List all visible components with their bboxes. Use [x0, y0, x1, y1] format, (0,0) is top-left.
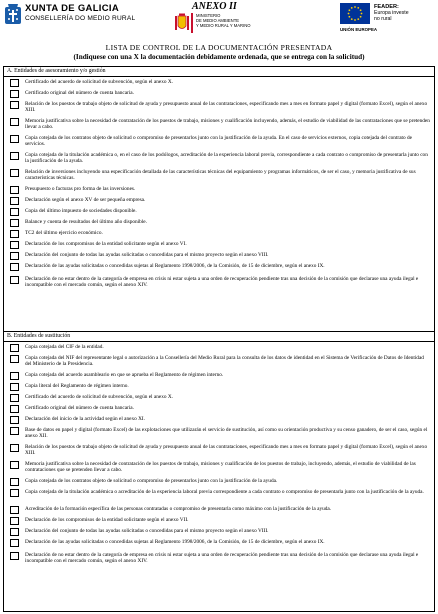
checklist-item-text: Declaración según el anexo XV de ser pequeña empresa. [25, 197, 146, 203]
checkbox[interactable] [10, 372, 19, 380]
eu-star [354, 19, 356, 21]
checkbox[interactable] [10, 506, 19, 514]
checklist-item-text: Acreditación de la formación específica de las personas contratadas o compromiso de presentarla como máximo con la justificación de la ayuda. [25, 506, 332, 512]
checkbox[interactable] [10, 152, 19, 160]
checkbox[interactable] [10, 90, 19, 98]
checkbox[interactable] [10, 444, 19, 452]
checkbox[interactable] [10, 478, 19, 486]
eu-star [348, 13, 350, 15]
ministerio-logo-block [174, 13, 251, 35]
checklist-item-text: Copia cotejada del NIF del representante legal o autorización a la Consellería del Medio Rural para la consulta de los datos de identidad en el Sistema de Verificación de Datos de Identidad del Ministerio de la Presidencia. [25, 355, 424, 368]
eu-star [351, 7, 353, 9]
section-b-heading: B. Entidades de sustitución [7, 333, 71, 339]
checklist-item-text: Declaración del inicio de la actividad según el anexo XI. [25, 416, 146, 422]
eu-star [361, 13, 363, 15]
eu-label: UNIÓN EUROPEA [340, 27, 378, 32]
checkbox[interactable] [10, 427, 19, 435]
checklist-item-text: Memoria justificativa sobre la necesidad de contratación de los puestos de trabajo, misiones y cualificación incluyendo, además, el estudio de viabilidad de las contrataciones que se pretenden llevar a cabo. [25, 118, 430, 131]
section-a-divider [4, 76, 434, 77]
section-b-divider [4, 341, 434, 342]
checklist-item-text: Certificado original del número de cuenta bancaria. [25, 90, 134, 96]
checkbox[interactable] [10, 517, 19, 525]
checkbox[interactable] [10, 197, 19, 205]
checkbox[interactable] [10, 276, 19, 284]
eu-star [351, 18, 353, 20]
checkbox[interactable] [10, 208, 19, 216]
checkbox[interactable] [10, 135, 19, 143]
checkbox[interactable] [10, 489, 19, 497]
checkbox[interactable] [10, 405, 19, 413]
ministerio-line-3: Y MEDIO RURAL Y MARINO [196, 22, 251, 28]
feader-line-1: Europa investe [374, 10, 409, 16]
galicia-emblem-icon [4, 3, 22, 25]
checklist-item-text: Certificado del acuerdo de solicitud de subvención, según el anexo X. [25, 79, 173, 85]
checklist-item-text: Relación de inversiones incluyendo una especificación detallada de las características técnicas del equipamiento y programas informáticos, de ser el caso, y memoria justificativa de sus características técnicas. [25, 169, 416, 182]
xunta-title: XUNTA DE GALICIA [25, 3, 119, 14]
checklist-item-text: Declaración de no estar dentro de la categoría de empresa en crisis ni estar sujeta a una orden de recuperación pendiente tras una decisión de la comisión que declarase una ayuda ilegal e incompatible con el mercado común, según el anexo XIV. [25, 552, 419, 565]
checklist-item-text: Declaración de los compromisos de la entidad solicitante según el anexo VII. [25, 517, 189, 523]
ministerio-red-bar [191, 13, 193, 33]
ministerio-name [196, 14, 251, 28]
document-subtitle: (Indiquese con una X la documentación debidamente ordenada, que se entrega con la solicitud) [73, 53, 365, 61]
ministerio-line-2: DE MEDIO AMBIENTE [196, 17, 240, 23]
checkbox[interactable] [10, 394, 19, 402]
anexo-label: ANEXO II [192, 1, 237, 12]
checklist-item-text: Declaración de no estar dentro de la categoría de empresa en crisis ni estar sujeta a una orden de recuperación pendiente tras una decisión de la comisión que declarase una ayuda ilegal e incompatible con el mercado común, según el anexo XIV. [25, 276, 419, 289]
checkbox[interactable] [10, 186, 19, 194]
checkbox[interactable] [10, 219, 19, 227]
eu-star [357, 7, 359, 9]
checklist-item-text: Copia cotejada de la titulación académica o acreditación de la experiencia laboral previa correspondiente a cada contrato o compromiso de presentarla junto con la justificación de la ayuda. [25, 489, 424, 495]
checklist-item-text: Copia cotejada del CIF de la entidad. [25, 344, 104, 350]
eu-logo-block [340, 3, 436, 37]
checkbox[interactable] [10, 383, 19, 391]
checklist-item-text: Memoria justificativa sobre la necesidad de contratación de los puestos de trabajo, misiones y cualificación de los puestos de trabajo, incluyendo, además, el estudio de viabilidad de las contrataciones que se pretenden llevar a cabo. [25, 461, 416, 474]
eu-star [360, 9, 362, 11]
checkbox[interactable] [10, 528, 19, 536]
checkbox[interactable] [10, 252, 19, 260]
checklist-item-text: Certificado del acuerdo de solicitud de subvención, según el anexo X. [25, 394, 173, 400]
checklist-item-text: Relación de los puestos de trabajo objeto de solicitud de ayuda y presupuesto anual de las contrataciones, especificando mes a mes en formato papel y digital (formato Excel), según el anexo XIII. [25, 444, 428, 457]
document-title: LISTA DE CONTROL DE LA DOCUMENTACIÓN PRESENTADA [105, 43, 333, 52]
checklist-item-text: Certificado original del número de cuenta bancaria. [25, 405, 134, 411]
eu-star [354, 6, 356, 8]
checkbox[interactable] [10, 230, 19, 238]
checklist-item-text: Base de datos en papel y digital (formato Excel) de las explotaciones que utilizarán el servicio de sustitución, así como su orientación productiva y su censo ganadero, de ser el caso, según el anexo XII. [25, 427, 428, 440]
checklist-item-text: Presupuesto o facturas pro forma de las inversiones. [25, 186, 136, 192]
feader-title: FEADER: [374, 4, 399, 10]
conselleria-name: CONSELLERÍA DO MEDIO RURAL [25, 15, 136, 22]
document-header [0, 0, 438, 40]
checkbox[interactable] [10, 263, 19, 271]
checklist-item-text: TC2 del último ejercicio económico. [25, 230, 103, 236]
section-b-top-divider [4, 331, 434, 332]
feader-line-2: no rural [374, 16, 392, 22]
checkbox[interactable] [10, 101, 19, 109]
checklist-item-text: Declaración del conjunto de todas las ayudas solicitadas o concedidas para el mismo proyecto según el anexo VIII. [25, 252, 269, 258]
section-a-heading: A. Entidades de asesoramiento y/o gestión [7, 68, 106, 74]
checklist-item-text: Declaración de las ayudas solicitadas o concedidas sujetas al Reglamento 1998/2006, de la Comisión, de 15 de diciembre, según el anexo IX. [25, 539, 325, 545]
checklist-item-text: Copia cotejada de los contratos objeto de solicitud o compromiso de presentarlos junto con la justificación de la ayuda. En el caso de servicios externos, copia cotejada del contrato de servicios. [25, 135, 412, 148]
checklist-item-text: Balance y cuenta de resultados del último año disponible. [25, 219, 147, 225]
xunta-logo-block [4, 2, 134, 28]
checkbox[interactable] [10, 344, 19, 352]
eu-star [360, 16, 362, 18]
checkbox[interactable] [10, 461, 19, 469]
eu-star [357, 18, 359, 20]
checklist-item-text: Declaración de las ayudas solicitadas o concedidas sujetas al Reglamento 1998/2006, de la Comisión, de 15 de diciembre, según el anexo IX. [25, 263, 325, 269]
feader-text [374, 4, 409, 22]
eu-star [348, 16, 350, 18]
checkbox[interactable] [10, 539, 19, 547]
checkbox[interactable] [10, 552, 19, 560]
eu-flag-icon [340, 3, 370, 24]
spain-coat-of-arms-icon [174, 13, 190, 33]
checkbox[interactable] [10, 241, 19, 249]
checklist-item-text: Copia literal del Reglamento de régimen interno. [25, 383, 129, 389]
checklist-item-text: Relación de los puestos de trabajo objeto de solicitud de ayuda y presupuesto anual de las contrataciones, especificando mes a mes en formato papel y digital (formato Excel), según el anexo XIII. [25, 101, 428, 114]
checklist-item-text: Copia cotejada del acuerdo asambleario en que se aprueba el Reglamento de régimen interno. [25, 372, 224, 378]
checkbox[interactable] [10, 79, 19, 87]
ministerio-line-1: MINISTERIO [196, 13, 221, 18]
checklist-frame [3, 66, 435, 612]
checkbox[interactable] [10, 416, 19, 424]
checkbox[interactable] [10, 118, 19, 126]
checkbox[interactable] [10, 355, 19, 363]
checklist-item-text: Copia cotejada de los contratos objeto de solicitud o compromiso de presentarlos junto con la justificación de la ayuda. [25, 478, 278, 484]
checklist-item-text: Copia cotejada de la titulación académica o, en el caso de los podólogos, acreditación de la experiencia laboral previa, correspondiente a cada contrato o compromiso de presentarla junto con la justificación de la ayuda. [25, 152, 428, 165]
checkbox[interactable] [10, 169, 19, 177]
checklist-item-text: Copia del último impuesto de sociedades disponible. [25, 208, 137, 214]
checklist-item-text: Declaración del conjunto de todas las ayudas solicitadas o concedidas para el mismo proyecto según el anexo VIII. [25, 528, 269, 534]
eu-star [348, 9, 350, 11]
checklist-item-text: Declaración de los compromisos de la entidad solicitante según el anexo VI. [25, 241, 187, 247]
